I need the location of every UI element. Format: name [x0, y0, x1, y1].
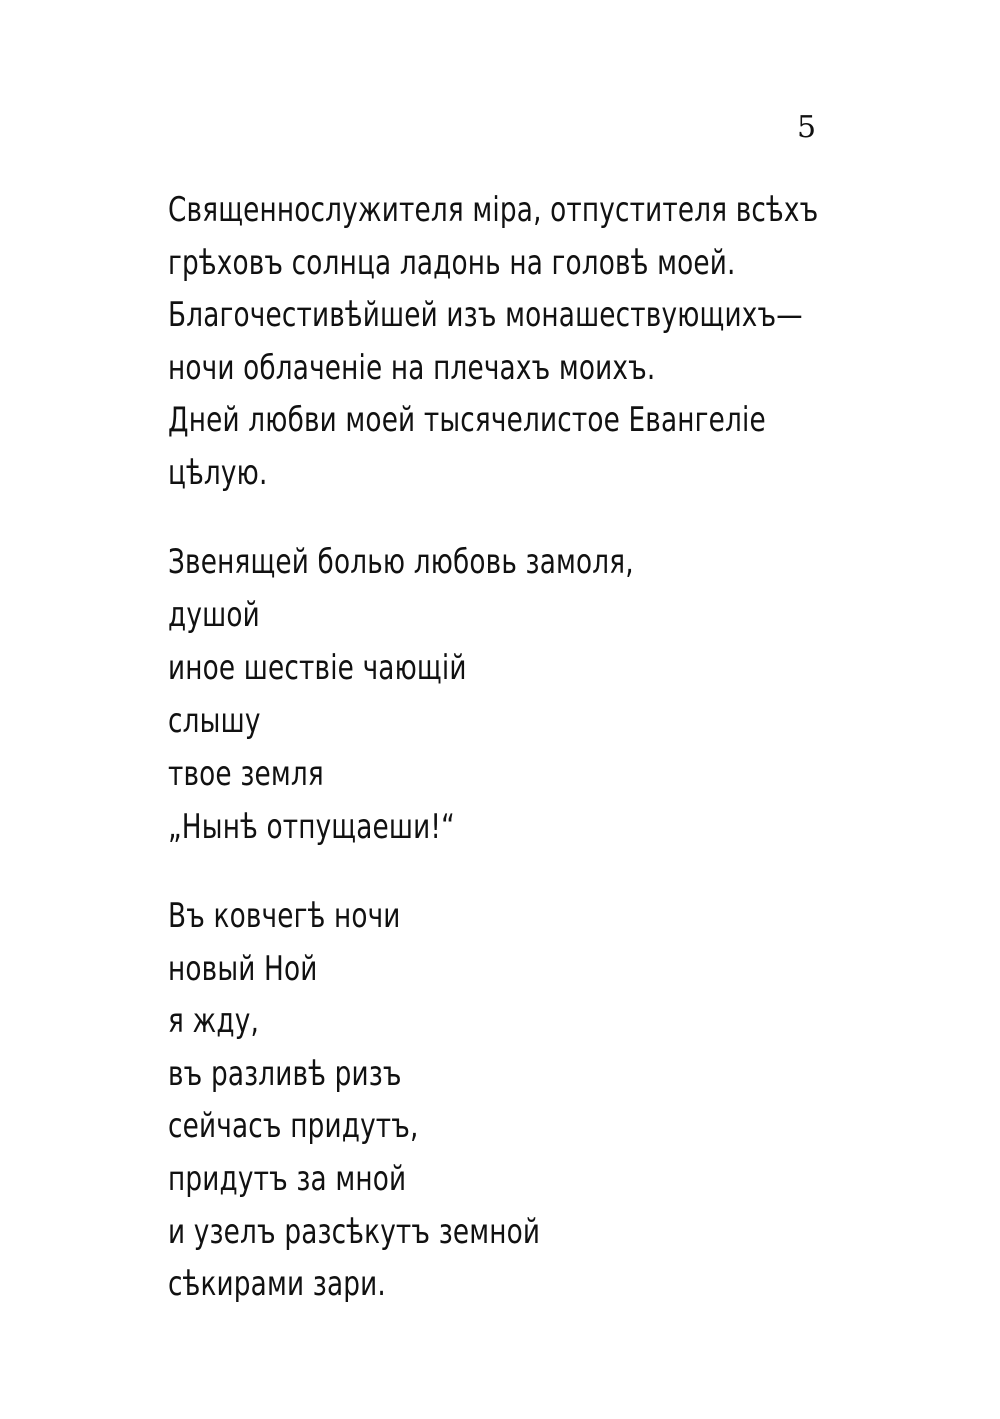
- page-number: 5: [797, 110, 817, 145]
- poem-line: придутъ за мной: [168, 1158, 407, 1199]
- stanza-3: [168, 890, 601, 1311]
- stanza-1: [168, 184, 924, 500]
- poem-line: душой: [168, 595, 260, 635]
- stanza-2: [168, 536, 710, 854]
- poem-line: Звенящей болью любовь замоля,: [168, 542, 634, 582]
- poem-line: сейчасъ придутъ,: [168, 1106, 419, 1147]
- poem-line: ночи облаченіе на плечахъ моихъ.: [168, 347, 656, 388]
- poem-line: грѣховъ солнца ладонь на головѣ моей.: [168, 242, 736, 283]
- poem-line: и узелъ разсѣкутъ земной: [168, 1211, 541, 1252]
- poem-line: въ разливѣ ризъ: [168, 1053, 402, 1094]
- poem-line: Дней любви моей тысячелистое Евангеліе: [168, 400, 766, 441]
- poem-line: иное шествіе чающій: [168, 648, 467, 688]
- poem-line: новый Ной: [168, 948, 318, 989]
- poem-line: Въ ковчегѣ ночи: [168, 896, 401, 936]
- poem-line: твое земля: [168, 754, 324, 794]
- poem-line: Благочестивѣйшей изъ монашествующихъ—: [168, 295, 803, 336]
- poem-line: я жду,: [168, 1001, 260, 1042]
- poem-line: слышу: [168, 701, 261, 741]
- poem-line: Священнослужителя міра, отпустителя всѣхъ: [168, 190, 819, 230]
- poem-line: сѣкирами зари.: [168, 1264, 386, 1305]
- poem-line: „Нынѣ отпущаеши!“: [168, 807, 455, 847]
- poem-line: цѣлую.: [168, 452, 268, 493]
